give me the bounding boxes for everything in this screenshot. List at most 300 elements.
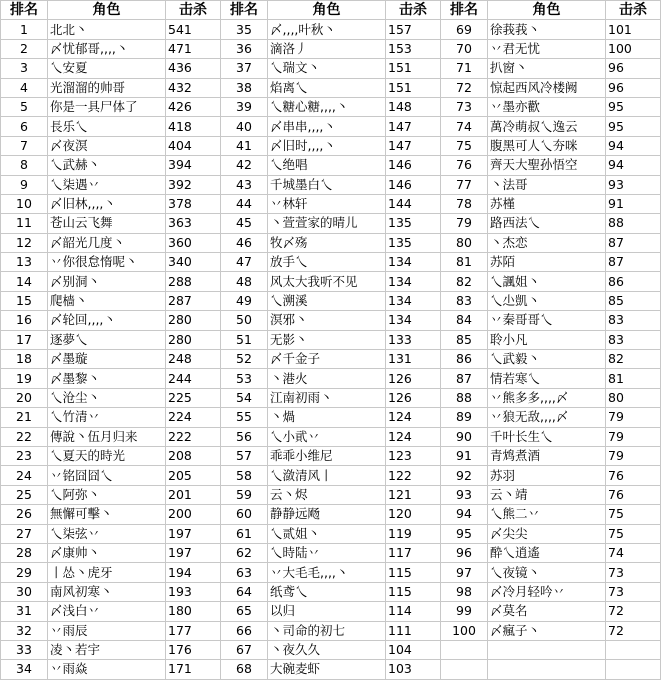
- name-cell: 丷雨辰: [48, 621, 166, 640]
- kills-cell: 131: [386, 350, 441, 369]
- name-cell: 乀潋清风丨: [268, 466, 386, 485]
- name-cell: 你是一具尸体了: [48, 97, 166, 116]
- name-cell: 乀柒遇丷: [48, 175, 166, 194]
- ranking-body: [1, 20, 661, 679]
- table-row: [1, 369, 661, 388]
- kills-cell: 151: [386, 59, 441, 78]
- name-cell: 以归: [268, 602, 386, 621]
- kills-cell: 147: [386, 136, 441, 155]
- rank-cell: 10: [1, 194, 48, 213]
- table-row: [1, 20, 661, 39]
- table-row: [1, 524, 661, 543]
- rank-cell: 48: [221, 272, 268, 291]
- rank-cell: 60: [221, 505, 268, 524]
- kills-cell: 104: [386, 640, 441, 659]
- kills-cell: 153: [386, 39, 441, 58]
- kills-cell: 83: [606, 311, 661, 330]
- name-cell: 〆旧时,,,,丶: [268, 136, 386, 155]
- kills-cell: 151: [386, 78, 441, 97]
- kills-cell: 76: [606, 466, 661, 485]
- rank-cell: 63: [221, 563, 268, 582]
- table-row: [1, 194, 661, 213]
- kills-cell: 340: [166, 253, 221, 272]
- rank-cell: 34: [1, 660, 48, 679]
- rank-cell: 67: [221, 640, 268, 659]
- table-row: [1, 214, 661, 233]
- kills-cell: 134: [386, 272, 441, 291]
- rank-cell: 100: [441, 621, 488, 640]
- name-cell: 丨怂丶虎牙: [48, 563, 166, 582]
- rank-cell: 53: [221, 369, 268, 388]
- kills-cell: 126: [386, 388, 441, 407]
- rank-cell: [441, 640, 488, 659]
- rank-cell: 81: [441, 253, 488, 272]
- table-row: [1, 505, 661, 524]
- kills-cell: 193: [166, 582, 221, 601]
- rank-cell: 51: [221, 330, 268, 349]
- name-cell: 情若寒乀: [488, 369, 606, 388]
- rank-cell: 3: [1, 59, 48, 78]
- rank-cell: 16: [1, 311, 48, 330]
- rank-cell: 8: [1, 156, 48, 175]
- table-row: [1, 660, 661, 679]
- kills-cell: 146: [386, 175, 441, 194]
- kills-cell: 126: [386, 369, 441, 388]
- table-row: [1, 39, 661, 58]
- rank-cell: 55: [221, 408, 268, 427]
- kills-cell: 83: [606, 330, 661, 349]
- kills-cell: 287: [166, 291, 221, 310]
- kills-cell: 147: [386, 117, 441, 136]
- rank-cell: 57: [221, 446, 268, 465]
- rank-cell: [441, 660, 488, 679]
- name-cell: 千叶长生乀: [488, 427, 606, 446]
- rank-cell: 27: [1, 524, 48, 543]
- rank-cell: 50: [221, 311, 268, 330]
- name-cell: 傳說丶伍月归来: [48, 427, 166, 446]
- table-row: [1, 446, 661, 465]
- name-cell: 〆,,,,叶秋丶: [268, 20, 386, 39]
- kills-cell: 82: [606, 350, 661, 369]
- name-cell: 云丶靖: [488, 485, 606, 504]
- table-row: [1, 485, 661, 504]
- rank-cell: 58: [221, 466, 268, 485]
- kills-cell: 124: [386, 427, 441, 446]
- kills-cell: 133: [386, 330, 441, 349]
- name-cell: 乀瑞文丶: [268, 59, 386, 78]
- name-cell: 光溜溜的帅哥: [48, 78, 166, 97]
- kills-cell: 95: [606, 97, 661, 116]
- rank-cell: 35: [221, 20, 268, 39]
- rank-cell: 54: [221, 388, 268, 407]
- name-cell: 滴洛丿: [268, 39, 386, 58]
- rank-cell: 91: [441, 446, 488, 465]
- name-cell: 江南初雨丶: [268, 388, 386, 407]
- name-cell: 乀諷姐丶: [488, 272, 606, 291]
- table-row: [1, 602, 661, 621]
- kills-cell: 100: [606, 39, 661, 58]
- rank-cell: 61: [221, 524, 268, 543]
- kills-cell: 87: [606, 253, 661, 272]
- name-cell: 惊起西风冷楼阙: [488, 78, 606, 97]
- rank-cell: 14: [1, 272, 48, 291]
- rank-cell: 11: [1, 214, 48, 233]
- rank-cell: 38: [221, 78, 268, 97]
- name-cell: 乀武毅丶: [488, 350, 606, 369]
- kills-cell: 360: [166, 233, 221, 252]
- kills-cell: 244: [166, 369, 221, 388]
- table-row: [1, 640, 661, 659]
- kills-cell: 93: [606, 175, 661, 194]
- header-name: 角色: [48, 1, 166, 20]
- kills-cell: 394: [166, 156, 221, 175]
- kills-cell: 404: [166, 136, 221, 155]
- name-cell: 爬樯丶: [48, 291, 166, 310]
- header-name: 角色: [488, 1, 606, 20]
- kills-cell: 75: [606, 524, 661, 543]
- kills-cell: 85: [606, 291, 661, 310]
- name-cell: 乀安夏: [48, 59, 166, 78]
- rank-cell: 72: [441, 78, 488, 97]
- name-cell: 丷大毛毛,,,,丶: [268, 563, 386, 582]
- name-cell: 大碗麦虾: [268, 660, 386, 679]
- table-row: [1, 59, 661, 78]
- kills-cell: 205: [166, 466, 221, 485]
- rank-cell: 97: [441, 563, 488, 582]
- table-row: [1, 621, 661, 640]
- name-cell: 〆瘋子丶: [488, 621, 606, 640]
- name-cell: 乀夏天的時光: [48, 446, 166, 465]
- name-cell: 乀熊二丷: [488, 505, 606, 524]
- table-row: [1, 543, 661, 562]
- kills-cell: 119: [386, 524, 441, 543]
- kills-cell: 115: [386, 563, 441, 582]
- kills-cell: 225: [166, 388, 221, 407]
- kills-cell: 111: [386, 621, 441, 640]
- name-cell: 〆韶光几度丶: [48, 233, 166, 252]
- name-cell: 丷雨焱: [48, 660, 166, 679]
- kills-cell: 208: [166, 446, 221, 465]
- name-cell: 丷铭囧囧乀: [48, 466, 166, 485]
- rank-cell: 18: [1, 350, 48, 369]
- rank-cell: 24: [1, 466, 48, 485]
- name-cell: 风太大我听不见: [268, 272, 386, 291]
- kills-cell: 426: [166, 97, 221, 116]
- table-row: [1, 156, 661, 175]
- rank-cell: 79: [441, 214, 488, 233]
- name-cell: 乀绝唱: [268, 156, 386, 175]
- name-cell: 无影丶: [268, 330, 386, 349]
- header-row: [1, 1, 661, 20]
- kills-cell: 144: [386, 194, 441, 213]
- table-row: [1, 253, 661, 272]
- name-cell: 〆夜溟: [48, 136, 166, 155]
- name-cell: 乀糖心糖,,,,丶: [268, 97, 386, 116]
- kills-cell: 288: [166, 272, 221, 291]
- kills-cell: 197: [166, 524, 221, 543]
- rank-cell: 89: [441, 408, 488, 427]
- name-cell: 乀時陆丷: [268, 543, 386, 562]
- name-cell: 〆冷月轻吟丷: [488, 582, 606, 601]
- kills-cell: 157: [386, 20, 441, 39]
- rank-cell: 73: [441, 97, 488, 116]
- name-cell: 〆康帅丶: [48, 543, 166, 562]
- rank-cell: 66: [221, 621, 268, 640]
- kills-cell: 94: [606, 156, 661, 175]
- rank-cell: 78: [441, 194, 488, 213]
- name-cell: 丷熊多多,,,,〆: [488, 388, 606, 407]
- rank-cell: 87: [441, 369, 488, 388]
- name-cell: 〆尖尖: [488, 524, 606, 543]
- name-cell: 〆浅白丷: [48, 602, 166, 621]
- kills-cell: 180: [166, 602, 221, 621]
- rank-cell: 62: [221, 543, 268, 562]
- rank-cell: 42: [221, 156, 268, 175]
- name-cell: 苏羽: [488, 466, 606, 485]
- kills-cell: 134: [386, 253, 441, 272]
- name-cell: 放手乀: [268, 253, 386, 272]
- name-cell: 焰离乀: [268, 78, 386, 97]
- rank-cell: 98: [441, 582, 488, 601]
- kills-cell: 378: [166, 194, 221, 213]
- table-row: [1, 427, 661, 446]
- name-cell: 丶司命的初七: [268, 621, 386, 640]
- kills-cell: 79: [606, 446, 661, 465]
- name-cell: 乀夜镜丶: [488, 563, 606, 582]
- name-cell: 〆轮回,,,,丶: [48, 311, 166, 330]
- name-cell: 乀竹清丷: [48, 408, 166, 427]
- kills-cell: 72: [606, 621, 661, 640]
- rank-cell: 23: [1, 446, 48, 465]
- header-kills: 击杀: [386, 1, 441, 20]
- name-cell: 〆旧林,,,,丶: [48, 194, 166, 213]
- name-cell: 丶煱: [268, 408, 386, 427]
- kills-cell: 146: [386, 156, 441, 175]
- kills-cell: 122: [386, 466, 441, 485]
- name-cell: 乀尐凱丶: [488, 291, 606, 310]
- rank-cell: 25: [1, 485, 48, 504]
- name-cell: 〆串串,,,,丶: [268, 117, 386, 136]
- kills-cell: 91: [606, 194, 661, 213]
- rank-cell: 88: [441, 388, 488, 407]
- header-rank: 排名: [441, 1, 488, 20]
- table-row: [1, 350, 661, 369]
- kills-cell: 73: [606, 563, 661, 582]
- rank-cell: 69: [441, 20, 488, 39]
- kills-cell: 176: [166, 640, 221, 659]
- kills-cell: 194: [166, 563, 221, 582]
- rank-cell: 70: [441, 39, 488, 58]
- kills-cell: 280: [166, 311, 221, 330]
- rank-cell: 52: [221, 350, 268, 369]
- kills-cell: 79: [606, 408, 661, 427]
- kills-cell: 101: [606, 20, 661, 39]
- name-cell: 丷墨亦歡: [488, 97, 606, 116]
- rank-cell: 90: [441, 427, 488, 446]
- name-cell: [488, 640, 606, 659]
- kills-cell: 72: [606, 602, 661, 621]
- name-cell: 〆别洞丶: [48, 272, 166, 291]
- name-cell: 丶夜久久: [268, 640, 386, 659]
- name-cell: 乀溯溪: [268, 291, 386, 310]
- name-cell: 丶萱萱家的晴儿: [268, 214, 386, 233]
- rank-cell: 85: [441, 330, 488, 349]
- name-cell: 徐莪莪丶: [488, 20, 606, 39]
- rank-cell: 74: [441, 117, 488, 136]
- name-cell: 酔乀逍遙: [488, 543, 606, 562]
- table-row: [1, 233, 661, 252]
- table-row: [1, 311, 661, 330]
- rank-cell: 93: [441, 485, 488, 504]
- name-cell: 凌丶若宇: [48, 640, 166, 659]
- table-row: [1, 330, 661, 349]
- rank-cell: 43: [221, 175, 268, 194]
- rank-cell: 92: [441, 466, 488, 485]
- kills-cell: 134: [386, 311, 441, 330]
- kills-cell: 87: [606, 233, 661, 252]
- rank-cell: 71: [441, 59, 488, 78]
- name-cell: 丷林轩: [268, 194, 386, 213]
- rank-cell: 33: [1, 640, 48, 659]
- kills-cell: [606, 640, 661, 659]
- rank-cell: 68: [221, 660, 268, 679]
- kills-cell: 135: [386, 233, 441, 252]
- rank-cell: 37: [221, 59, 268, 78]
- name-cell: 牧〆殇: [268, 233, 386, 252]
- rank-cell: 80: [441, 233, 488, 252]
- name-cell: 〆墨璇: [48, 350, 166, 369]
- name-cell: 北北丶: [48, 20, 166, 39]
- rank-cell: 29: [1, 563, 48, 582]
- rank-cell: 1: [1, 20, 48, 39]
- name-cell: 丷君无忧: [488, 39, 606, 58]
- kills-cell: 541: [166, 20, 221, 39]
- name-cell: 萬冷萌叔乀逸云: [488, 117, 606, 136]
- table-row: [1, 136, 661, 155]
- name-cell: 聆小凡: [488, 330, 606, 349]
- name-cell: 丷狼无敌,,,,〆: [488, 408, 606, 427]
- name-cell: 丶杰恋: [488, 233, 606, 252]
- rank-cell: 4: [1, 78, 48, 97]
- name-cell: 苏槿: [488, 194, 606, 213]
- kills-cell: 135: [386, 214, 441, 233]
- kills-cell: 114: [386, 602, 441, 621]
- rank-cell: 86: [441, 350, 488, 369]
- name-cell: 丷秦哥哥乀: [488, 311, 606, 330]
- kills-cell: 171: [166, 660, 221, 679]
- rank-cell: 12: [1, 233, 48, 252]
- kills-cell: 120: [386, 505, 441, 524]
- kills-cell: 148: [386, 97, 441, 116]
- rank-cell: 26: [1, 505, 48, 524]
- rank-cell: 56: [221, 427, 268, 446]
- kills-cell: 197: [166, 543, 221, 562]
- rank-cell: 49: [221, 291, 268, 310]
- kills-cell: 248: [166, 350, 221, 369]
- kills-cell: 436: [166, 59, 221, 78]
- kills-cell: 86: [606, 272, 661, 291]
- rank-cell: 6: [1, 117, 48, 136]
- name-cell: 扒窗丶: [488, 59, 606, 78]
- kills-cell: 117: [386, 543, 441, 562]
- kills-cell: 121: [386, 485, 441, 504]
- rank-cell: 30: [1, 582, 48, 601]
- rank-cell: 65: [221, 602, 268, 621]
- name-cell: 纸鸢乀: [268, 582, 386, 601]
- kills-cell: 222: [166, 427, 221, 446]
- kills-cell: 134: [386, 291, 441, 310]
- kills-cell: 96: [606, 59, 661, 78]
- table-row: [1, 388, 661, 407]
- rank-cell: 46: [221, 233, 268, 252]
- kills-cell: 177: [166, 621, 221, 640]
- name-cell: 乀柒弦丷: [48, 524, 166, 543]
- kills-cell: 94: [606, 136, 661, 155]
- table-row: [1, 97, 661, 116]
- name-cell: 溟邪丶: [268, 311, 386, 330]
- rank-cell: 40: [221, 117, 268, 136]
- name-cell: 苏陌: [488, 253, 606, 272]
- rank-cell: 95: [441, 524, 488, 543]
- rank-cell: 96: [441, 543, 488, 562]
- table-row: [1, 408, 661, 427]
- rank-cell: 32: [1, 621, 48, 640]
- kills-cell: 115: [386, 582, 441, 601]
- kills-cell: 224: [166, 408, 221, 427]
- table-row: [1, 272, 661, 291]
- kills-cell: 73: [606, 582, 661, 601]
- header-rank: 排名: [1, 1, 48, 20]
- rank-cell: 83: [441, 291, 488, 310]
- header-kills: 击杀: [166, 1, 221, 20]
- name-cell: 〆千金子: [268, 350, 386, 369]
- name-cell: 乀武赫丶: [48, 156, 166, 175]
- kills-cell: 103: [386, 660, 441, 679]
- kills-cell: 363: [166, 214, 221, 233]
- name-cell: 乀贰姐丶: [268, 524, 386, 543]
- kills-cell: 74: [606, 543, 661, 562]
- name-cell: 無懈可擊丶: [48, 505, 166, 524]
- rank-cell: 47: [221, 253, 268, 272]
- name-cell: 丶法哥: [488, 175, 606, 194]
- rank-cell: 94: [441, 505, 488, 524]
- rank-cell: 20: [1, 388, 48, 407]
- table-row: [1, 563, 661, 582]
- kills-cell: [606, 660, 661, 679]
- rank-cell: 76: [441, 156, 488, 175]
- rank-cell: 2: [1, 39, 48, 58]
- kills-cell: 200: [166, 505, 221, 524]
- rank-cell: 7: [1, 136, 48, 155]
- kills-cell: 123: [386, 446, 441, 465]
- rank-cell: 36: [221, 39, 268, 58]
- name-cell: 長乐乀: [48, 117, 166, 136]
- name-cell: 千城墨白乀: [268, 175, 386, 194]
- rank-cell: 13: [1, 253, 48, 272]
- name-cell: 丷你很怠惰呢丶: [48, 253, 166, 272]
- rank-cell: 21: [1, 408, 48, 427]
- name-cell: 路西法乀: [488, 214, 606, 233]
- rank-cell: 22: [1, 427, 48, 446]
- rank-cell: 59: [221, 485, 268, 504]
- table-row: [1, 466, 661, 485]
- kills-cell: 75: [606, 505, 661, 524]
- kills-cell: 201: [166, 485, 221, 504]
- kills-cell: 392: [166, 175, 221, 194]
- header-name: 角色: [268, 1, 386, 20]
- name-cell: 青鸩煮酒: [488, 446, 606, 465]
- name-cell: 〆莫名: [488, 602, 606, 621]
